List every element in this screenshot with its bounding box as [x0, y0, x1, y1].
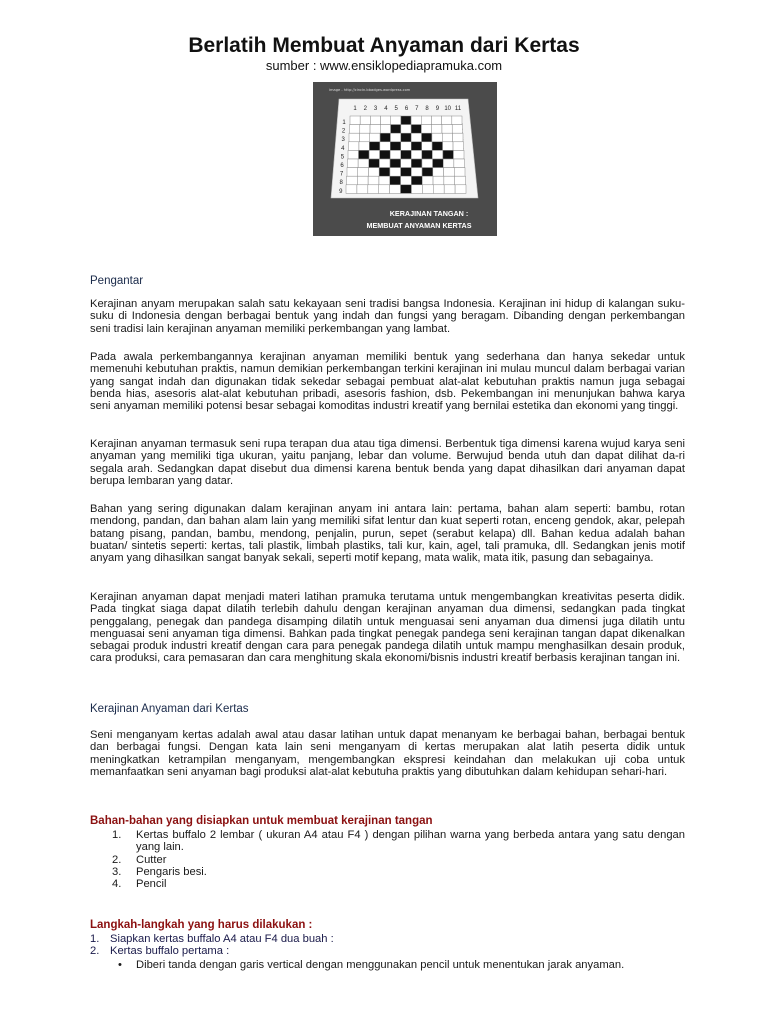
list-item: 3. Pengaris besi.	[112, 865, 207, 878]
weave-cell	[411, 142, 421, 151]
weave-cell	[357, 176, 368, 185]
weave-cell	[350, 125, 360, 134]
weave-cell	[444, 185, 455, 194]
bahan-list	[90, 829, 685, 890]
figure-caption-line2: MEMBUAT ANYAMAN KERTAS	[366, 221, 472, 230]
weave-cell	[379, 159, 390, 168]
weave-cell	[433, 185, 444, 194]
weave-cell	[401, 125, 411, 134]
list-item: 1. Kertas buffalo 2 lembar ( ukuran A4 atau F4 ) dengan pilihan warna yang berbeda antara yang satu dengan yang lain.	[112, 829, 685, 854]
weave-cell	[422, 185, 433, 194]
weave-cell	[443, 150, 454, 159]
weave-cell	[411, 185, 422, 194]
weave-cell	[379, 168, 390, 177]
weave-cell	[431, 116, 441, 125]
weave-cell	[390, 133, 400, 142]
weave-cell	[368, 185, 379, 194]
weave-cell	[347, 168, 358, 177]
column-number: 1	[353, 106, 357, 112]
list-item: 4. Pencil	[112, 878, 167, 891]
weave-cell	[422, 159, 433, 168]
weave-cell	[390, 185, 401, 194]
weave-cell	[443, 142, 453, 151]
column-number: 8	[425, 106, 429, 112]
weave-cell	[432, 133, 442, 142]
source-line: sumber : www.ensiklopediapramuka.com	[265, 58, 503, 73]
paragraph-1: Kerajinan anyam merupakan salah satu kekayaan seni tradisi bangsa Indonesia. Kerajinan ini hidup di kalangan suku-suku di Indonesia dengan berbagai bentuk yang indah dan fungsi yang beragam. Dibanding dengan perkembangan seni tradisi lain kerajinan anyaman memiliki perkembangan yang lambat.	[90, 298, 685, 335]
row-number: 4	[341, 145, 345, 152]
weave-cell	[359, 142, 369, 151]
weave-cell	[401, 142, 411, 151]
list-item: 1. Siapkan kertas buffalo A4 atau F4 dua buah :	[90, 933, 334, 945]
weave-cell	[411, 159, 422, 168]
weave-cell	[453, 133, 463, 142]
weave-cell	[379, 185, 390, 194]
column-number: 2	[363, 106, 367, 112]
weave-cell	[442, 133, 452, 142]
weave-cell	[360, 116, 370, 125]
column-number: 5	[394, 106, 398, 112]
weave-cell	[411, 125, 421, 134]
bullet-icon: •	[118, 959, 122, 971]
weave-cell	[350, 116, 360, 125]
weave-cell	[455, 185, 466, 194]
weave-cell	[422, 150, 433, 159]
weave-cell	[401, 168, 412, 177]
heading-kerajinan-kertas: Kerajinan Anyaman dari Kertas	[90, 703, 249, 715]
row-number: 5	[340, 154, 345, 161]
weave-cell	[401, 150, 412, 159]
image-url-overlay: image - http://cincin.bbadges.wordpress.com	[329, 88, 411, 92]
weave-cell	[360, 125, 370, 134]
weave-cell	[347, 176, 358, 185]
weave-cell	[368, 168, 379, 177]
weave-cell	[380, 125, 390, 134]
weave-cell	[422, 142, 432, 151]
weave-cell	[358, 168, 369, 177]
list-item: 2. Cutter	[112, 853, 167, 866]
weaving-grid-graphic	[313, 82, 497, 236]
weave-cell	[390, 142, 400, 151]
weave-cell	[369, 159, 380, 168]
weave-cell	[433, 176, 444, 185]
list-item: 2. Kertas buffalo pertama :	[90, 945, 230, 958]
paragraph-2: Pada awala perkembangannya kerajinan anyaman memiliki bentuk yang sederhana dan hanya sekedar untuk memenuhi kebutuhan praktis, namun demikian perkembangan terkini kerajinan ini mulau muncul dalam berbagai varian yang sangat indah dan digunakan tidak sekedar sebagai pembuat alat-alat kebutuhan praktis namun juga sebagai benda hias, asesoris alat-alat kebutuhan pribadi, asesoris fashion, dsb. Pekembangan ini menunjukan bahwa karya seni anyaman memiliki potensi besar sebagai komoditas industri kreatif yang bernilai estetika dan ekonomi yang tinggi.	[90, 351, 685, 413]
weave-cell	[422, 176, 433, 185]
weave-cell	[411, 116, 421, 125]
weaving-illustration	[313, 82, 497, 236]
page-title: Berlatih Membuat Anyaman dari Kertas	[188, 34, 580, 57]
weave-cell	[380, 133, 390, 142]
weave-cell	[421, 125, 431, 134]
weave-cell	[442, 116, 452, 125]
weave-cell	[432, 125, 442, 134]
weave-cell	[401, 133, 411, 142]
column-number: 7	[415, 106, 419, 112]
row-number: 7	[339, 171, 344, 178]
weave-cell	[349, 142, 359, 151]
weave-cell	[370, 116, 380, 125]
weave-cell	[359, 150, 370, 159]
weave-cell	[346, 185, 357, 194]
weave-cell	[433, 168, 444, 177]
weave-cell	[380, 150, 391, 159]
row-number: 2	[341, 128, 346, 135]
column-number: 3	[373, 106, 378, 112]
weave-cell	[454, 159, 465, 168]
weave-cell	[390, 176, 401, 185]
weave-cell	[452, 125, 462, 134]
weave-cell	[422, 133, 432, 142]
weave-cell	[381, 116, 391, 125]
weave-cell	[444, 168, 455, 177]
weave-cell	[411, 133, 421, 142]
weave-cell	[390, 159, 401, 168]
weave-cell	[444, 176, 455, 185]
weave-cell	[349, 133, 359, 142]
weave-grid	[346, 116, 466, 193]
weave-cell	[390, 168, 401, 177]
row-number: 1	[342, 120, 346, 126]
paragraph-3: Kerajinan anyaman termasuk seni rupa terapan dua atau tiga dimensi. Berbentuk tiga dimensi karena wujud karya seni anyaman yang memiliki tiga ukuran, yaitu panjang, lebar dan volume. Berwujud benda utuh dan dapat dilihat da-ri segala arah. Sedangkan dapat disebut dua dimensi karena bentuk benda yang dapat dihasilkan dari anyaman dapat berupa lembaran yang datar.	[90, 438, 685, 487]
weave-cell	[369, 150, 380, 159]
weave-cell	[455, 176, 466, 185]
weave-cell	[453, 150, 464, 159]
langkah-list	[90, 933, 685, 958]
weave-cell	[390, 150, 401, 159]
weave-cell	[442, 125, 452, 134]
weave-cell	[401, 116, 411, 125]
row-number: 8	[339, 180, 343, 187]
weave-cell	[401, 159, 412, 168]
weave-cell	[379, 176, 390, 185]
figure-caption-line1: KERAJINAN TANGAN :	[389, 209, 469, 218]
heading-langkah: Langkah-langkah yang harus dilakukan :	[90, 919, 313, 931]
weave-cell	[421, 116, 431, 125]
heading-bahan: Bahan-bahan yang disiapkan untuk membuat kerajinan tangan	[90, 815, 433, 827]
weave-cell	[391, 116, 401, 125]
row-number: 6	[340, 163, 344, 169]
paragraph-4: Bahan yang sering digunakan dalam kerajinan anyam ini antara lain: pertama, bahan alam seperti: bambu, rotan mendong, pandan, dan bahan alam lain yang memiliki sifat lentur dan kuat seperti rotan, enceng gendok, akar, pelepah batang pisang, pandan, bambu, mendong, penjalin, purun, sepet (serabut kelapa) dll. Bahan kedua adalah bahan buatan/ sintetis seperti: kertas, tali plastik, limbah plastiks, tali kur, kain, agel, tali pramuka, dll. Sedangkan jenis motif anyam yang dihasilkan sangat banyak sekali, seperti motif kepang, mata walik, mata itik, pasung dan sebagainya.	[90, 503, 685, 565]
weave-cell	[454, 168, 465, 177]
weave-cell	[422, 168, 433, 177]
weave-cell	[391, 125, 401, 134]
list-item: • Diberi tanda dengan garis vertical dengan menggunakan pencil untuk menentukan jarak anyaman.	[118, 959, 625, 971]
weave-cell	[358, 159, 369, 168]
column-number: 10	[444, 106, 452, 112]
weave-cell	[370, 133, 380, 142]
weave-cell	[432, 150, 443, 159]
weave-cell	[411, 168, 422, 177]
weave-cell	[359, 133, 369, 142]
weave-cell	[411, 150, 422, 159]
row-number: 3	[341, 137, 345, 144]
weave-cell	[348, 159, 359, 168]
weave-cell	[433, 159, 444, 168]
weave-cell	[411, 176, 422, 185]
weave-cell	[401, 176, 412, 185]
bullet-list	[90, 959, 685, 971]
weave-cell	[432, 142, 442, 151]
paragraph-5: Kerajinan anyaman dapat menjadi materi latihan pramuka terutama untuk mengembangkan kreativitas peserta didik. Pada tingkat siaga dapat dilatih terlebih dahulu dengan kerajinan anyaman dua dimensi, sedangkan pada tingkat penggalang, penegak dan pandega disamping dilatih untuk menguasai seni anyaman dua dimensi juga dilatih untu menguasai seni anyaman tiga dimensi. Bahkan pada tingkat penegak pandega seni kerajinan tangan dapat dikenalkan sebagai produk industri kreatif dengan cara para penegak pandega dilatih untuk mampu menghasilkan desain produk, cara produksi, cara pemasaran dan cara menghitung skala ekonomi/bisnis industri kreatif berbasis kerajinan tangan ini.	[90, 591, 685, 665]
weave-cell	[453, 142, 463, 151]
weave-cell	[380, 142, 390, 151]
weave-cell	[443, 159, 454, 168]
weave-cell	[370, 125, 380, 134]
weave-cell	[452, 116, 462, 125]
column-number: 6	[404, 106, 409, 112]
column-number: 9	[435, 106, 440, 112]
column-number: 4	[384, 106, 388, 112]
weave-cell	[369, 142, 379, 151]
weave-cell	[401, 185, 412, 194]
weave-cell	[348, 150, 359, 159]
column-number: 11	[454, 106, 462, 112]
weave-cell	[368, 176, 379, 185]
paragraph-6: Seni menganyam kertas adalah awal atau dasar latihan untuk dapat menanyam ke berbagai bahan, berbagai bentuk dan berbagai fungsi. Dengan kata lain seni menganyam di kertas merupakan alat latih peserta didik untuk meningkatkan ketrampilan menganyam, mengembangkan ekspresi keindahan dan melakukan uji coba untuk memanfaatkan seni anyaman bagi produksi alat-alat kebutuha praktis yang dibutuhkan dalam kehidupan sehari-hari.	[90, 729, 685, 778]
row-number: 9	[339, 188, 343, 195]
heading-pengantar: Pengantar	[90, 275, 144, 287]
weave-cell	[357, 185, 368, 194]
